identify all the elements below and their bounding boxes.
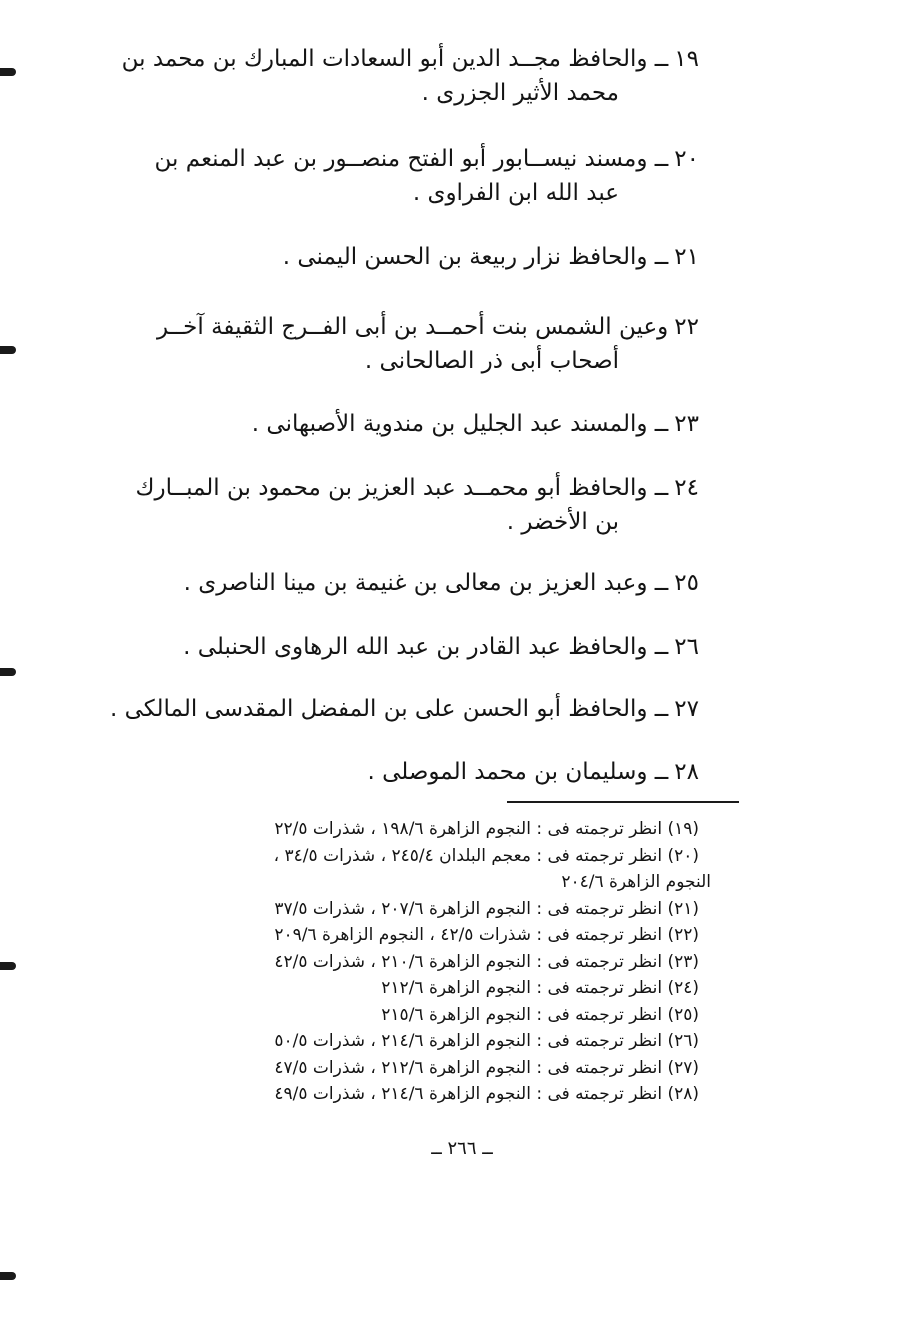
entry-text-continued: أصحاب أبى ذر الصالحانى . <box>364 348 619 374</box>
entry-21 <box>99 240 699 274</box>
entry-number: ٢٤ <box>674 475 699 501</box>
footnote-20: (٢٠) انظر ترجمته فى : معجم البلدان ٢٤٥/٤ ، شذرات ٣٤/٥ ، <box>273 845 699 866</box>
entry-20 <box>99 142 699 210</box>
entry-number: ٢٣ <box>674 411 699 437</box>
entry-number: ٢١ <box>674 244 699 270</box>
entry-28 <box>99 755 699 789</box>
footnote-separator <box>507 801 739 803</box>
footnote-24: (٢٤) انظر ترجمته فى : النجوم الزاهرة ٢١٢/٦ <box>381 978 699 998</box>
entry-text-continued: بن الأخضر . <box>506 509 619 535</box>
entry-25 <box>99 566 699 600</box>
footnote-20-continued: النجوم الزاهرة ٢٠٤/٦ <box>561 872 711 892</box>
entry-text: ــ والحافظ أبو محمــد عبد العزيز بن محمود بن المبــارك <box>135 475 669 501</box>
footnote-27: (٢٧) انظر ترجمته فى : النجوم الزاهرة ٢١٢/٦ ، شذرات ٤٧/٥ <box>274 1057 699 1078</box>
entry-text: ــ والحافظ مجــد الدين أبو السعادات المبارك بن محمد بن <box>121 46 669 72</box>
entry-19 <box>99 42 699 110</box>
entry-22 <box>99 310 699 378</box>
entry-number: ٢٠ <box>674 146 699 172</box>
scan-edge-mark <box>0 962 16 970</box>
entry-23 <box>99 407 699 441</box>
footnote-19: (١٩) انظر ترجمته فى : النجوم الزاهرة ١٩٨/٦ ، شذرات ٢٢/٥ <box>274 819 699 839</box>
footnote-26: (٢٦) انظر ترجمته فى : النجوم الزاهرة ٢١٤/٦ ، شذرات ٥٠/٥ <box>274 1031 699 1051</box>
entry-text-continued: عبد الله ابن الفراوى . <box>412 180 619 206</box>
entry-number: ٢٦ <box>674 634 699 660</box>
entry-text-continued: محمد الأثير الجزرى . <box>421 80 619 106</box>
entry-26 <box>99 630 699 664</box>
entry-number: ٢٢ <box>674 314 699 340</box>
footnote-21: (٢١) انظر ترجمته فى : النجوم الزاهرة ٢٠٧/٦ ، شذرات ٣٧/٥ <box>274 898 699 919</box>
entry-number: ١٩ <box>674 46 699 72</box>
footnote-22: (٢٢) انظر ترجمته فى : شذرات ٤٢/٥ ، النجوم الزاهرة ٢٠٩/٦ <box>274 925 699 945</box>
entry-number: ٢٧ <box>674 696 699 722</box>
entry-text: ــ والحافظ أبو الحسن على بن المفضل المقدسى المالكى . <box>110 696 669 722</box>
entry-text: ــ والمسند عبد الجليل بن مندوية الأصبهانى . <box>251 411 669 437</box>
entry-number: ٢٥ <box>674 570 699 596</box>
entry-text: ــ ومسند نيســابور أبو الفتح منصــور بن عبد المنعم بن <box>154 146 669 172</box>
entry-number: ٢٨ <box>674 759 699 785</box>
footnotes <box>99 816 711 1108</box>
footnote-25: (٢٥) انظر ترجمته فى : النجوم الزاهرة ٢١٥/٦ <box>381 1004 699 1025</box>
scan-edge-mark <box>0 668 16 676</box>
scan-edge-mark <box>0 68 16 76</box>
entry-text: ــ والحافظ عبد القادر بن عبد الله الرهاوى الحنبلى . <box>183 634 669 660</box>
footnote-23: (٢٣) انظر ترجمته فى : النجوم الزاهرة ٢١٠/٦ ، شذرات ٤٢/٥ <box>274 951 699 972</box>
scan-edge-mark <box>0 1272 16 1280</box>
entry-text: وعين الشمس بنت أحمــد بن أبى الفــرج الثقيفة آخــر <box>157 314 669 340</box>
page-number: ــ ٢٦٦ ــ <box>431 1138 493 1159</box>
footnote-28: (٢٨) انظر ترجمته فى : النجوم الزاهرة ٢١٤/٦ ، شذرات ٤٩/٥ <box>274 1084 699 1104</box>
entry-text: ــ والحافظ نزار ربيعة بن الحسن اليمنى . <box>282 244 669 270</box>
entry-24 <box>99 471 699 539</box>
entry-text: ــ وسليمان بن محمد الموصلى . <box>367 759 669 785</box>
entry-text: ــ وعبد العزيز بن معالى بن غنيمة بن مينا الناصرى . <box>183 570 669 596</box>
entry-27 <box>99 692 699 726</box>
scan-edge-mark <box>0 346 16 354</box>
